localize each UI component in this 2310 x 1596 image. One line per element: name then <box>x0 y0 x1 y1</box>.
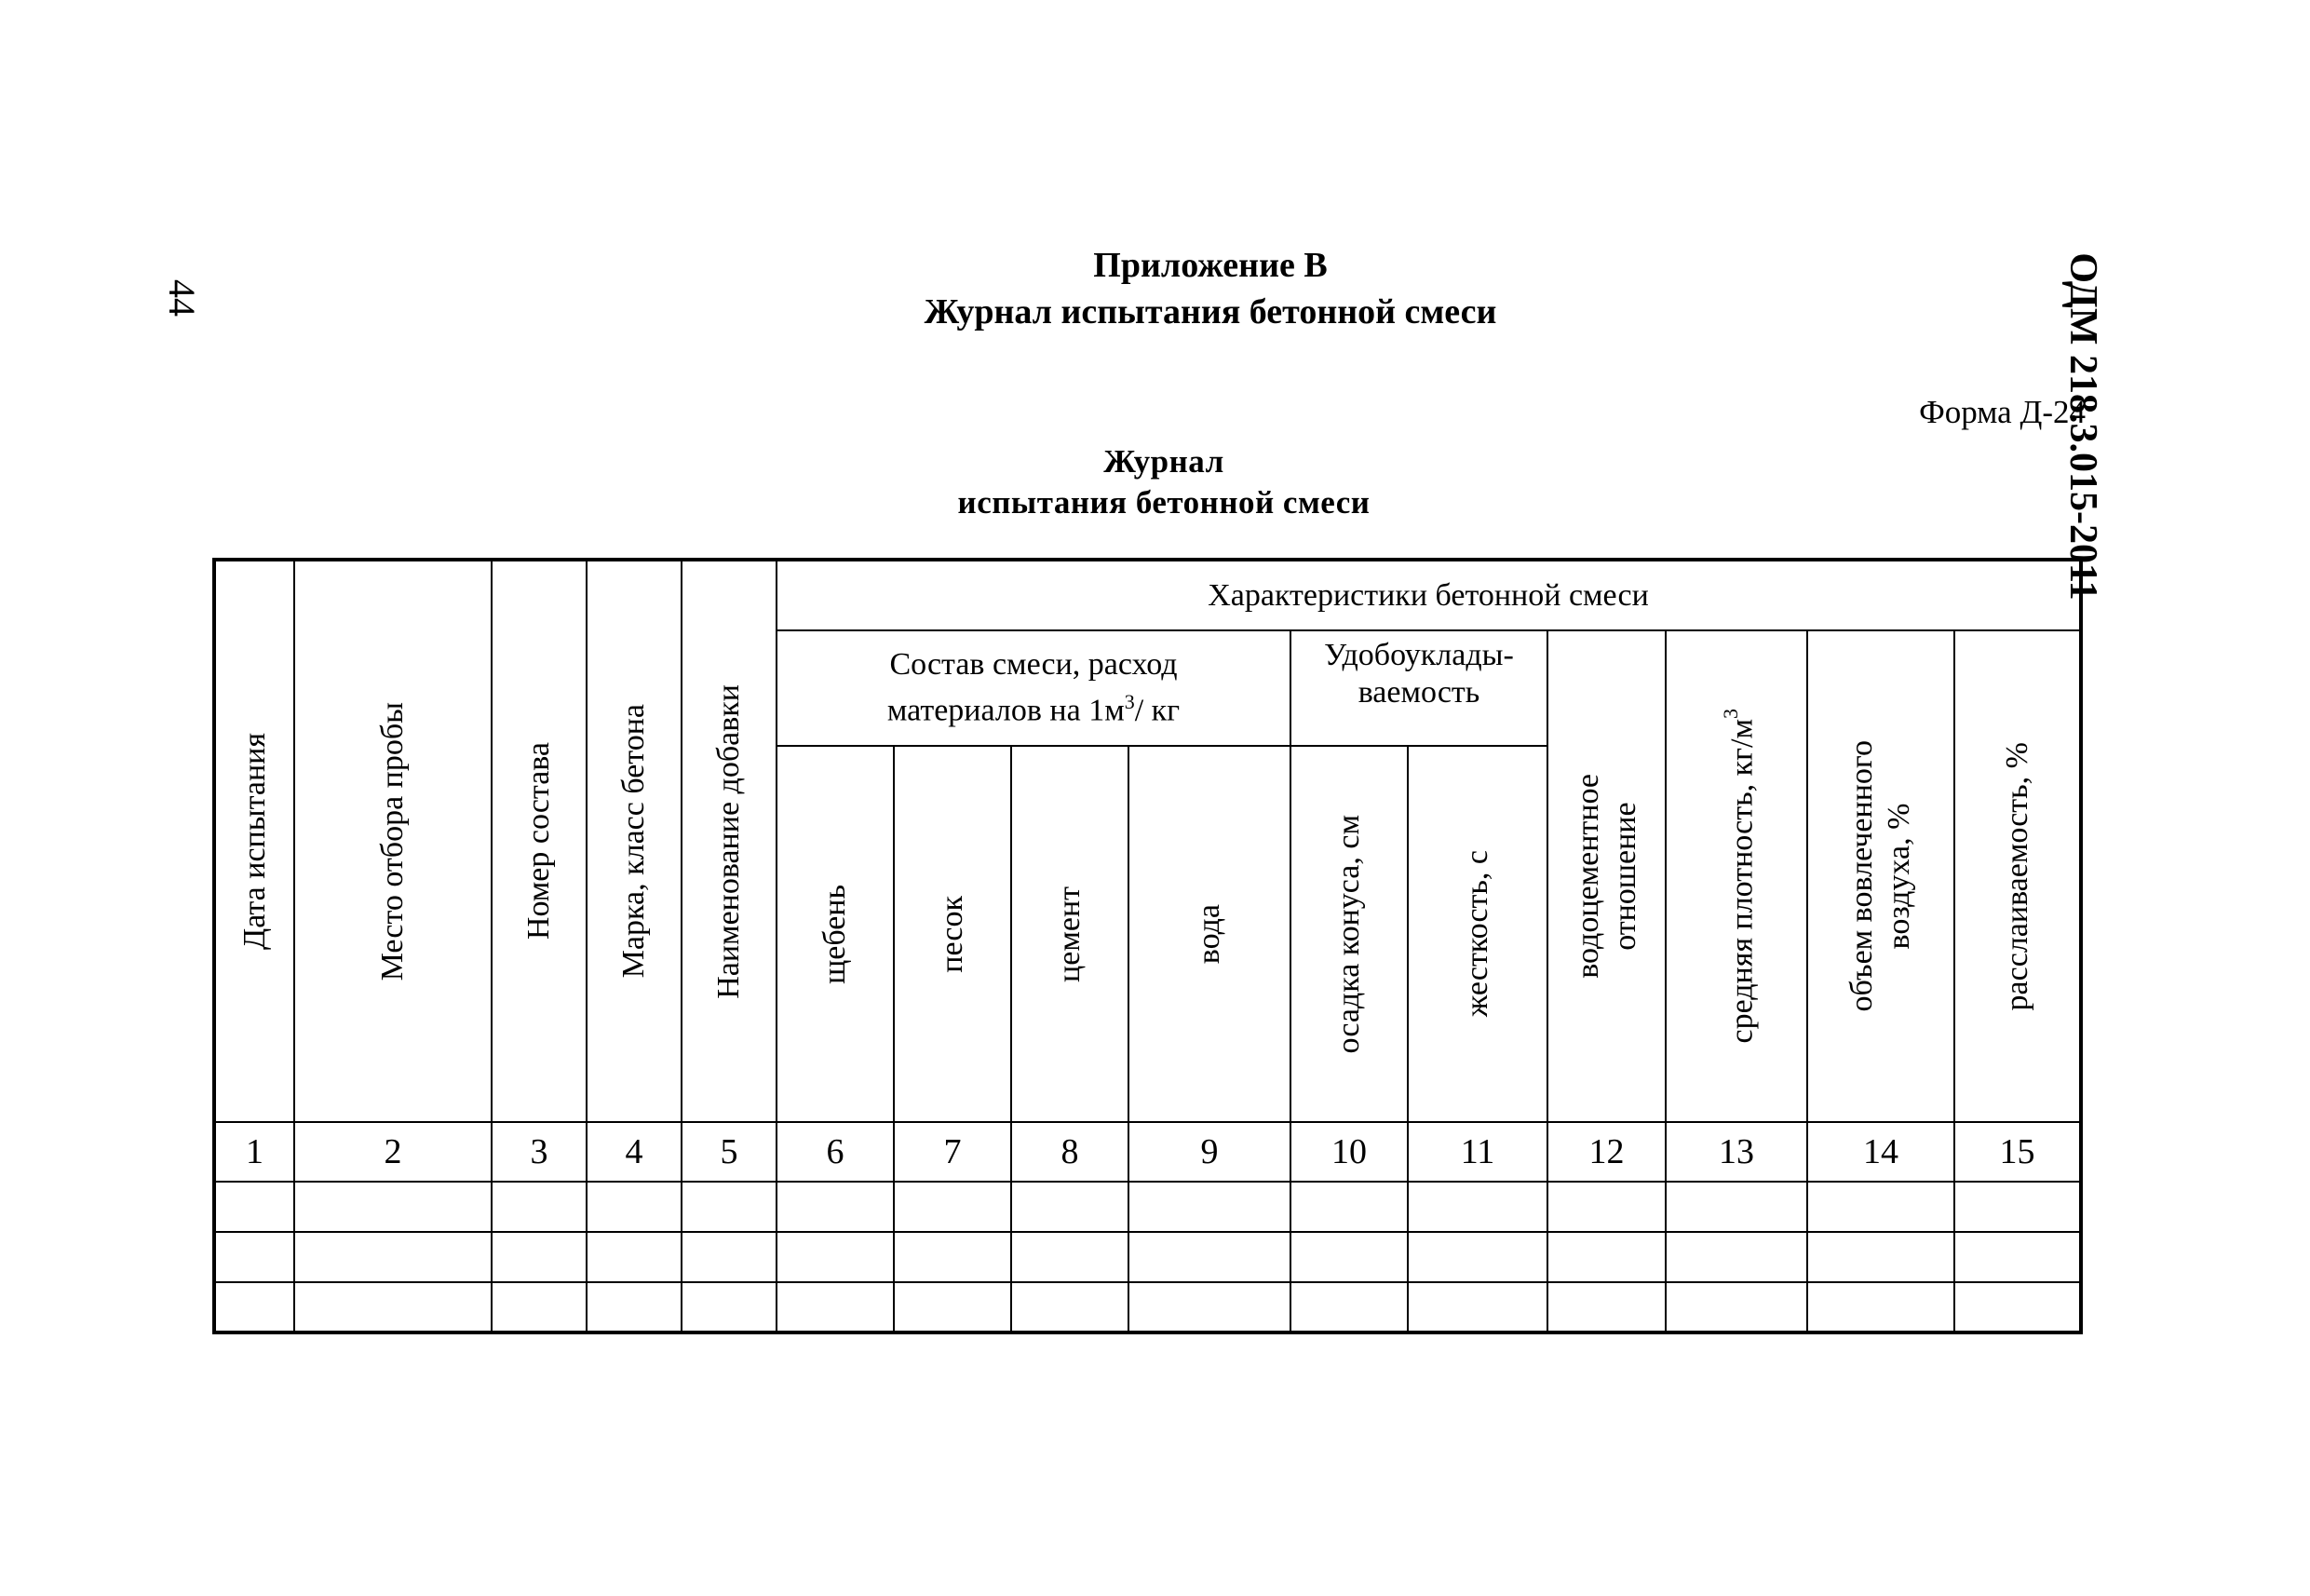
empty-cell <box>587 1282 682 1332</box>
empty-cell <box>1954 1282 2081 1332</box>
empty-cell <box>682 1282 777 1332</box>
empty-table-row <box>214 1182 2081 1232</box>
header-water-cement-ratio: водоцементное отношение <box>1547 630 1666 1122</box>
empty-cell <box>1011 1282 1128 1332</box>
empty-cell <box>492 1282 587 1332</box>
empty-cell <box>294 1282 492 1332</box>
form-label: Форма Д-24 <box>1919 394 2086 430</box>
column-number: 8 <box>1011 1122 1128 1182</box>
header-stiffness: жесткость, с <box>1408 746 1547 1122</box>
empty-cell <box>1954 1232 2081 1282</box>
empty-cell <box>1807 1232 1954 1282</box>
header-mix-number: Номер состава <box>492 560 587 1122</box>
column-number: 1 <box>214 1122 294 1182</box>
empty-cell <box>894 1282 1011 1332</box>
header-water: вода <box>1128 746 1290 1122</box>
journal-subtitle: испытания бетонной смеси <box>957 484 1371 521</box>
empty-cell <box>1666 1232 1807 1282</box>
empty-table-row <box>214 1282 2081 1332</box>
column-number: 7 <box>894 1122 1011 1182</box>
empty-cell <box>1128 1232 1290 1282</box>
empty-cell <box>682 1232 777 1282</box>
column-number-row <box>214 1122 2081 1182</box>
empty-cell <box>777 1182 894 1232</box>
empty-cell <box>214 1232 294 1282</box>
empty-cell <box>1408 1232 1547 1282</box>
header-workability: Удобоуклады- ваемость <box>1290 630 1547 746</box>
header-average-density: средняя плотность, $кг/м^3$ <box>1666 630 1807 1122</box>
column-number: 2 <box>294 1122 492 1182</box>
empty-cell <box>294 1182 492 1232</box>
empty-cell <box>1290 1232 1408 1282</box>
header-mix-composition: Состав смеси, расход материалов на $1м^3/$ кг <box>777 630 1290 746</box>
empty-cell <box>492 1182 587 1232</box>
empty-cell <box>1011 1182 1128 1232</box>
column-number: 10 <box>1290 1122 1408 1182</box>
empty-cell <box>1547 1182 1666 1232</box>
empty-cell <box>1290 1282 1408 1332</box>
empty-cell <box>1807 1282 1954 1332</box>
header-sample-place: Место отбора пробы <box>294 560 492 1122</box>
column-number: 4 <box>587 1122 682 1182</box>
column-number: 6 <box>777 1122 894 1182</box>
empty-cell <box>1666 1282 1807 1332</box>
column-number: 3 <box>492 1122 587 1182</box>
empty-cell <box>1011 1232 1128 1282</box>
appendix-title: Журнал испытания бетонной смеси <box>924 292 1497 331</box>
empty-cell <box>587 1182 682 1232</box>
empty-cell <box>1807 1182 1954 1232</box>
column-number: 15 <box>1954 1122 2081 1182</box>
column-number: 11 <box>1408 1122 1547 1182</box>
empty-cell <box>1128 1182 1290 1232</box>
empty-cell <box>682 1182 777 1232</box>
header-sand: песок <box>894 746 1011 1122</box>
column-number: 13 <box>1666 1122 1807 1182</box>
empty-cell <box>1954 1182 2081 1232</box>
empty-cell <box>1128 1282 1290 1332</box>
empty-cell <box>1408 1182 1547 1232</box>
empty-cell <box>1666 1182 1807 1232</box>
appendix-label: Приложение В <box>1093 246 1328 285</box>
column-number: 5 <box>682 1122 777 1182</box>
empty-cell <box>894 1182 1011 1232</box>
empty-cell <box>777 1232 894 1282</box>
page-number: 44 <box>161 279 203 317</box>
empty-cell <box>1290 1182 1408 1232</box>
empty-cell <box>894 1232 1011 1282</box>
header-cement: цемент <box>1011 746 1128 1122</box>
empty-cell <box>587 1232 682 1282</box>
empty-cell <box>492 1232 587 1282</box>
column-number: 12 <box>1547 1122 1666 1182</box>
column-number: 14 <box>1807 1122 1954 1182</box>
empty-cell <box>1547 1232 1666 1282</box>
empty-cell <box>777 1282 894 1332</box>
empty-cell <box>214 1282 294 1332</box>
empty-cell <box>294 1232 492 1282</box>
header-entrained-air: объем вовлеченного воздуха, % <box>1807 630 1954 1122</box>
journal-title: Журнал <box>1103 443 1224 480</box>
empty-cell <box>214 1182 294 1232</box>
header-test-date: Дата испытания <box>214 560 294 1122</box>
header-slump: осадка конуса, см <box>1290 746 1408 1122</box>
document-code: ОДМ 218.3.015-2011 <box>2061 252 2104 601</box>
empty-cell <box>1408 1282 1547 1332</box>
empty-table-row <box>214 1232 2081 1282</box>
empty-cell <box>1547 1282 1666 1332</box>
header-additive-name: Наименование добавки <box>682 560 777 1122</box>
header-mix-characteristics: Характеристики бетонной смеси <box>777 560 2081 630</box>
header-concrete-grade: Марка, класс бетона <box>587 560 682 1122</box>
concrete-mix-log-table <box>212 558 2083 1334</box>
header-segregation: расслаиваемость, % <box>1954 630 2081 1122</box>
header-crushed-stone: щебень <box>777 746 894 1122</box>
column-number: 9 <box>1128 1122 1290 1182</box>
